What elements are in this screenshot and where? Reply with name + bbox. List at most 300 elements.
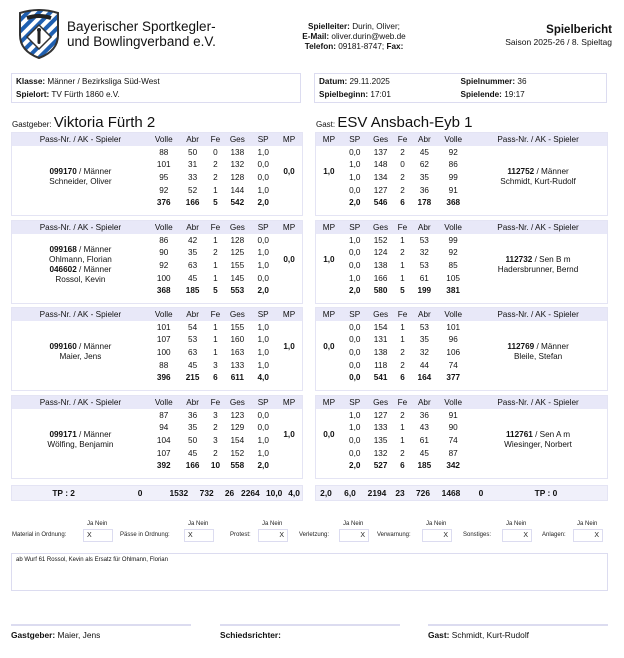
column-header: Pass-Nr. / AK - Spieler <box>469 308 607 321</box>
score-cell: 2 <box>213 248 218 258</box>
sum-cell: 10 <box>210 461 221 471</box>
score-cell: 1,0 <box>349 273 361 283</box>
leiter-value: Durin, Oliver; <box>352 22 400 31</box>
score-cell: 31 <box>188 160 198 170</box>
column-header: Pass-Nr. / AK - Spieler <box>12 133 149 146</box>
empty-cell <box>276 196 302 209</box>
score-cell: 1,0 <box>257 260 269 270</box>
spielnummer-value: 36 <box>517 77 527 86</box>
home-score-table <box>12 133 302 209</box>
player-cell <box>12 409 149 472</box>
empty-cell <box>276 459 302 472</box>
column-header: Volle <box>149 221 179 234</box>
score-cell: 1 <box>213 235 218 245</box>
mp-cell: 1,0 <box>283 429 295 439</box>
score-cell: 0,0 <box>257 160 269 170</box>
check-box[interactable]: X <box>502 529 532 542</box>
table-row <box>316 234 607 247</box>
sum-cell: 5 <box>400 286 405 296</box>
table-row <box>316 146 607 159</box>
guest-total-extra: 0 <box>478 488 484 498</box>
score-cell: 43 <box>419 423 429 433</box>
sig-home-label: Gastgeber: <box>11 630 56 640</box>
score-cell: 45 <box>188 448 198 458</box>
mp-cell: 0,0 <box>283 166 295 176</box>
score-cell: 32 <box>419 347 429 357</box>
pass-number: 112761 <box>505 430 533 440</box>
player-cell <box>469 321 607 384</box>
sum-cell: 2,0 <box>257 198 269 208</box>
score-cell: 53 <box>188 335 198 345</box>
home-total-row <box>11 485 303 501</box>
age-class: / Sen B m <box>532 255 571 265</box>
check-box[interactable]: X <box>83 529 113 542</box>
spielnummer-label: Spielnummer: <box>460 77 516 86</box>
guest-block <box>315 307 608 391</box>
score-cell: 88 <box>159 360 169 370</box>
column-header: MP <box>316 221 342 234</box>
score-cell: 0,0 <box>349 260 361 270</box>
header-row <box>316 396 607 409</box>
ja-nein-header: Ja Nein <box>262 521 283 527</box>
column-header: SP <box>342 221 368 234</box>
score-cell: 1 <box>213 335 218 345</box>
player-name: Wölfing, Benjamin <box>47 440 114 450</box>
guest-total-row <box>315 485 608 501</box>
guest-score-table <box>316 133 607 209</box>
sum-cell: 6 <box>400 373 405 383</box>
check-box[interactable]: X <box>258 529 288 542</box>
column-header: Abr <box>411 133 437 146</box>
mp-cell: 1,0 <box>323 166 335 176</box>
telefon-label: Telefon: <box>304 42 336 51</box>
klasse-label: Klasse: <box>16 77 46 86</box>
player-name: Rossol, Kevin <box>55 275 106 285</box>
home-total-ges: 2264 <box>241 488 260 498</box>
score-cell: 1 <box>400 235 405 245</box>
score-cell: 1,0 <box>349 172 361 182</box>
score-cell: 1,0 <box>257 335 269 345</box>
column-header: MP <box>276 308 302 321</box>
score-cell: 95 <box>159 172 169 182</box>
score-cell: 154 <box>230 435 245 445</box>
player-info <box>469 430 607 450</box>
ja-nein-header: Ja Nein <box>188 521 209 527</box>
score-cell: 1,0 <box>349 410 361 420</box>
score-cell: 155 <box>230 322 245 332</box>
column-header: Fe <box>207 133 225 146</box>
score-cell: 99 <box>448 235 458 245</box>
empty-cell <box>316 284 342 297</box>
datum-label: Datum: <box>319 77 348 86</box>
score-cell: 1 <box>213 185 218 195</box>
check-box[interactable]: X <box>573 529 603 542</box>
column-header: Pass-Nr. / AK - Spieler <box>12 221 149 234</box>
score-cell: 0,0 <box>257 410 269 420</box>
score-cell: 0,0 <box>257 235 269 245</box>
sum-cell: 376 <box>156 198 171 208</box>
score-cell: 74 <box>448 360 458 370</box>
score-cell: 101 <box>446 322 461 332</box>
column-header: Ges <box>368 133 394 146</box>
column-header: Ges <box>224 221 250 234</box>
column-header: Abr <box>179 221 207 234</box>
score-cell: 148 <box>373 160 388 170</box>
home-block <box>11 220 303 304</box>
column-header: Fe <box>207 221 225 234</box>
ja-nein-header: Ja Nein <box>87 521 108 527</box>
player-cell <box>469 409 607 472</box>
column-header: Volle <box>437 308 469 321</box>
score-cell: 0,0 <box>349 360 361 370</box>
score-cell: 1,0 <box>349 423 361 433</box>
home-total-fe: 26 <box>224 488 235 498</box>
sum-cell: 2,0 <box>349 286 361 296</box>
player-name: Schmidt, Kurt-Rudolf <box>500 177 576 187</box>
org-line-1: Bayerischer Sportkegler- <box>67 19 216 34</box>
player-name: Maier, Jens <box>59 352 102 362</box>
home-total-sp: 10,0 <box>266 488 283 498</box>
player-info <box>12 342 149 362</box>
home-team-heading <box>12 114 155 131</box>
column-header: Ges <box>224 396 250 409</box>
score-cell: 1,0 <box>257 248 269 258</box>
guest-team-heading <box>316 114 472 131</box>
score-cell: 0,0 <box>349 322 361 332</box>
home-total-abr: 732 <box>199 488 214 498</box>
score-cell: 90 <box>448 423 458 433</box>
home-score-table <box>12 396 302 472</box>
report-title-block <box>505 24 612 47</box>
score-cell: 92 <box>159 260 169 270</box>
score-cell: 0 <box>400 160 405 170</box>
score-cell: 52 <box>188 185 198 195</box>
score-cell: 50 <box>188 435 198 445</box>
score-cell: 2 <box>213 172 218 182</box>
score-cell: 3 <box>213 360 218 370</box>
score-cell: 132 <box>373 448 388 458</box>
header-row <box>12 133 302 146</box>
score-cell: 138 <box>230 147 245 157</box>
sum-cell: 553 <box>230 286 245 296</box>
column-header: SP <box>342 308 368 321</box>
telefon-value: 09181-8747; <box>338 42 385 51</box>
mp-cell: 0,0 <box>283 254 295 264</box>
home-block <box>11 307 303 391</box>
column-header: Fe <box>393 221 411 234</box>
home-team-name: Viktoria Fürth 2 <box>53 114 156 131</box>
column-header: MP <box>276 221 302 234</box>
guest-total-abr: 726 <box>416 488 430 498</box>
score-cell: 128 <box>230 172 245 182</box>
score-cell: 0,0 <box>349 185 361 195</box>
score-cell: 129 <box>230 423 245 433</box>
check-label: Pässe in Ordnung: <box>120 532 170 538</box>
sum-cell: 2,0 <box>257 461 269 471</box>
score-cell: 1,0 <box>349 160 361 170</box>
score-cell: 86 <box>159 235 169 245</box>
sum-cell: 0,0 <box>349 373 361 383</box>
score-cell: 1,0 <box>257 322 269 332</box>
score-cell: 1 <box>400 423 405 433</box>
pass-number: 112769 <box>507 342 535 352</box>
sum-cell: 185 <box>185 286 200 296</box>
score-cell: 53 <box>419 235 429 245</box>
score-cell: 92 <box>448 248 458 258</box>
player-cell <box>469 146 607 209</box>
guest-total-volle: 1468 <box>441 488 461 498</box>
score-cell: 50 <box>188 147 198 157</box>
column-header: MP <box>316 133 342 146</box>
column-header: Ges <box>224 133 250 146</box>
check-label: Protest: <box>230 532 251 538</box>
score-cell: 86 <box>448 160 458 170</box>
player-name: Schneider, Oliver <box>49 177 112 187</box>
email-value: oliver.durin@web.de <box>331 32 406 41</box>
guest-total-fe: 23 <box>395 488 405 498</box>
score-cell: 2 <box>213 423 218 433</box>
score-cell: 123 <box>230 410 245 420</box>
header-row <box>12 308 302 321</box>
check-box[interactable]: X <box>184 529 214 542</box>
score-cell: 104 <box>156 435 171 445</box>
age-class: / Sen A m <box>532 430 571 440</box>
column-header: Volle <box>149 396 179 409</box>
column-header: Fe <box>394 308 412 321</box>
score-cell: 0,0 <box>257 423 269 433</box>
check-box[interactable]: X <box>422 529 452 542</box>
score-cell: 96 <box>448 335 458 345</box>
pass-number: 112752 <box>507 167 535 177</box>
guest-total-sp: 6,0 <box>344 488 356 498</box>
score-cell: 45 <box>419 147 429 157</box>
score-cell: 118 <box>374 360 388 370</box>
home-block <box>11 132 303 216</box>
player-info <box>12 265 149 285</box>
column-header: Fe <box>207 308 225 321</box>
home-total-mp: 4,0 <box>288 488 300 498</box>
score-cell: 154 <box>373 322 388 332</box>
player-cell <box>12 321 149 384</box>
score-cell: 2 <box>400 448 405 458</box>
player-info <box>469 167 607 187</box>
column-header: Volle <box>149 133 179 146</box>
bskv-logo-icon <box>17 9 61 59</box>
sum-cell: 5 <box>213 286 218 296</box>
mp-cell: 1,0 <box>283 341 295 351</box>
score-cell: 166 <box>373 273 388 283</box>
check-label: Material in Ordnung: <box>12 532 67 538</box>
pass-number: 046602 <box>49 265 77 275</box>
column-header: Volle <box>149 308 179 321</box>
player-cell <box>12 234 149 297</box>
score-cell: 152 <box>373 235 388 245</box>
sum-cell: 368 <box>156 286 171 296</box>
score-cell: 1 <box>213 322 218 332</box>
sum-cell: 368 <box>446 198 461 208</box>
spielleiter-info <box>280 22 428 52</box>
score-cell: 0,0 <box>349 147 361 157</box>
score-cell: 2 <box>400 360 405 370</box>
signature-referee <box>220 624 400 640</box>
pass-number: 112732 <box>505 255 533 265</box>
score-cell: 3 <box>213 410 218 420</box>
sig-guest-value: Schmidt, Kurt-Rudolf <box>451 630 530 640</box>
score-cell: 35 <box>419 172 429 182</box>
score-cell: 54 <box>188 322 198 332</box>
spielende-value: 19:17 <box>504 90 525 99</box>
pass-number: 099160 <box>49 342 77 352</box>
player-info <box>12 245 149 265</box>
sum-cell: 546 <box>373 198 388 208</box>
sum-cell: 2,0 <box>349 461 361 471</box>
home-total-extra: 0 <box>137 488 143 498</box>
column-header: Ges <box>224 308 250 321</box>
check-label: Verwarnung: <box>377 532 411 538</box>
pass-number: 099168 <box>49 245 77 255</box>
column-header: Fe <box>394 396 412 409</box>
score-cell: 137 <box>373 147 388 157</box>
score-cell: 3 <box>213 435 218 445</box>
score-cell: 90 <box>159 248 169 258</box>
score-cell: 91 <box>448 185 458 195</box>
age-class: / Männer <box>76 430 112 440</box>
mp-cell: 1,0 <box>323 254 335 264</box>
guest-total-ges: 2194 <box>367 488 387 498</box>
score-cell: 35 <box>188 248 198 258</box>
player-name: Hadersbrunner, Bernd <box>497 265 579 275</box>
match-info-right <box>314 73 607 103</box>
score-cell: 135 <box>373 435 388 445</box>
sum-cell: 185 <box>417 461 432 471</box>
score-cell: 134 <box>373 172 388 182</box>
leiter-label: Spielleiter: <box>308 22 350 31</box>
score-cell: 155 <box>230 260 245 270</box>
age-class: / Männer <box>76 167 112 177</box>
empty-cell <box>316 371 342 384</box>
score-cell: 2 <box>213 160 218 170</box>
score-cell: 101 <box>156 322 171 332</box>
column-header: Pass-Nr. / AK - Spieler <box>469 133 607 146</box>
header-row <box>316 133 607 146</box>
guest-prefix: Gast: <box>316 120 336 129</box>
score-cell: 0 <box>213 147 218 157</box>
guest-block <box>315 132 608 216</box>
column-header: Fe <box>394 133 412 146</box>
score-cell: 101 <box>156 160 171 170</box>
score-cell: 163 <box>230 347 245 357</box>
column-header: SP <box>250 221 276 234</box>
sum-cell: 396 <box>156 373 171 383</box>
column-header: MP <box>276 396 302 409</box>
score-cell: 87 <box>159 410 169 420</box>
score-cell: 63 <box>188 347 198 357</box>
column-header: SP <box>342 133 368 146</box>
sum-cell: 6 <box>400 198 405 208</box>
score-cell: 1 <box>213 273 218 283</box>
age-class: / Männer <box>76 245 112 255</box>
column-header: SP <box>250 308 276 321</box>
sum-cell: 2,0 <box>257 286 269 296</box>
column-header: Abr <box>411 308 437 321</box>
spielbeginn-label: Spielbeginn: <box>319 90 369 99</box>
remarks-box[interactable]: ab Wurf 61 Rossol, Kevin als Ersatz für Ohlmann, Florian <box>11 553 608 591</box>
table-row <box>12 409 302 422</box>
home-score-table <box>12 308 302 384</box>
column-header: Abr <box>411 221 437 234</box>
column-header: MP <box>316 308 342 321</box>
sum-cell: 558 <box>230 461 245 471</box>
sum-cell: 5 <box>213 198 218 208</box>
pass-number: 099171 <box>49 430 77 440</box>
player-info <box>469 342 607 362</box>
score-cell: 1,0 <box>257 347 269 357</box>
signature-home <box>11 624 191 640</box>
score-cell: 1,0 <box>349 235 361 245</box>
age-class: / Männer <box>76 265 112 275</box>
score-cell: 1,0 <box>257 448 269 458</box>
mp-cell: 0,0 <box>323 429 335 439</box>
organization-name <box>67 19 216 49</box>
empty-cell <box>316 196 342 209</box>
sum-cell: 6 <box>213 373 218 383</box>
score-cell: 42 <box>188 235 198 245</box>
score-cell: 36 <box>419 185 429 195</box>
column-header: Abr <box>179 396 207 409</box>
score-cell: 1 <box>400 435 405 445</box>
sum-cell: 377 <box>446 373 461 383</box>
score-cell: 87 <box>448 448 458 458</box>
score-cell: 0,0 <box>349 448 361 458</box>
player-name: Bleile, Stefan <box>513 352 563 362</box>
score-cell: 0,0 <box>349 248 361 258</box>
check-label: Sonstiges: <box>463 532 492 538</box>
guest-block <box>315 220 608 304</box>
score-cell: 100 <box>156 347 171 357</box>
score-cell: 0,0 <box>257 273 269 283</box>
column-header: Fe <box>207 396 225 409</box>
score-cell: 152 <box>230 448 245 458</box>
score-cell: 2 <box>400 248 405 258</box>
table-row <box>12 146 302 159</box>
check-box[interactable]: X <box>339 529 369 542</box>
score-cell: 0,0 <box>349 347 361 357</box>
sum-cell: 166 <box>185 198 200 208</box>
sum-cell: 164 <box>417 373 432 383</box>
score-cell: 92 <box>448 147 458 157</box>
spielbeginn-value: 17:01 <box>370 90 391 99</box>
score-cell: 36 <box>188 410 198 420</box>
score-cell: 0,0 <box>257 172 269 182</box>
column-header: MP <box>276 133 302 146</box>
score-cell: 1,0 <box>257 360 269 370</box>
report-title: Spielbericht <box>546 24 612 36</box>
score-cell: 94 <box>159 423 169 433</box>
sum-cell: 580 <box>373 286 388 296</box>
score-cell: 127 <box>373 410 388 420</box>
score-cell: 133 <box>230 360 245 370</box>
score-cell: 1 <box>400 335 405 345</box>
table-row <box>12 234 302 247</box>
score-cell: 1,0 <box>257 435 269 445</box>
sum-cell: 342 <box>446 461 460 471</box>
sum-cell: 6 <box>400 461 405 471</box>
ja-nein-header: Ja Nein <box>577 521 598 527</box>
score-cell: 1 <box>400 260 405 270</box>
score-cell: 138 <box>373 260 388 270</box>
home-total-volle: 1532 <box>169 488 189 498</box>
score-cell: 145 <box>230 273 245 283</box>
